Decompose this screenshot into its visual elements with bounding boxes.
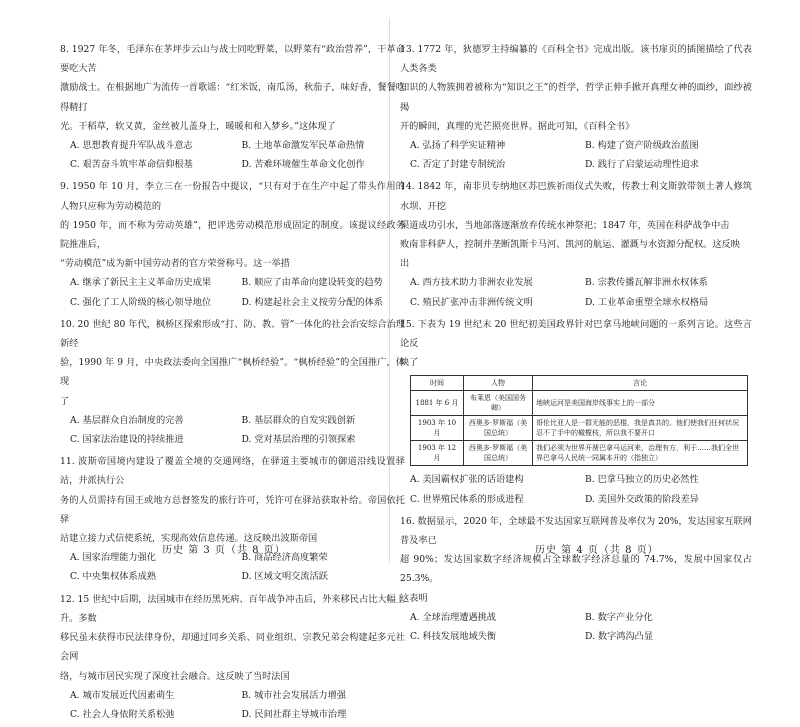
question-text: 14. 1842 年，南非贝专纳地区苏巴族祈雨仪式失败，传教士利文斯敦带领土著人修筑水坝、开挖 <box>400 181 752 212</box>
table-cell-person: 西奥多·罗斯福（美国总统） <box>464 416 533 441</box>
option-b: B. 宗教传播瓦解非洲水权体系 <box>585 277 708 289</box>
table-cell-time: 1903 年 12 月 <box>411 441 464 466</box>
option-b: B. 基层群众的自发实践创新 <box>241 414 356 426</box>
option-a: A. 全球治理遭遇挑战 <box>410 611 496 623</box>
question-13 <box>400 40 752 174</box>
table-header: 言论 <box>533 376 748 391</box>
option-c: C. 科技发展地域失衡 <box>410 631 497 643</box>
question-16 <box>400 512 752 646</box>
left-page <box>60 40 405 727</box>
option-a: A. 国家治理能力强化 <box>70 552 156 564</box>
option-a: A. 弘扬了科学实证精神 <box>410 140 506 152</box>
table-header-row <box>411 376 748 391</box>
question-text: 13. 1772 年，狄德罗主持编纂的《百科全书》完成出版。该书扉页的插图描绘了代表人类各类 <box>400 44 752 75</box>
question-text: 激励战士。在根据地广为流传一首歌谣：“红米饭，南瓜汤，秋茄子，味好香，餐餐吃得精打 <box>60 82 405 113</box>
question-11 <box>60 452 405 586</box>
option-b: B. 商品经济高度繁荣 <box>241 552 328 564</box>
question-text: 败南非科萨人，控制并垄断凯斯卡马河、凯河的航运、灌溉与水资源分配权。这反映 <box>400 239 740 251</box>
option-c: C. 强化了工人阶级的核心领导地位 <box>70 296 212 308</box>
option-d: D. 区域文明交流活跃 <box>241 571 328 583</box>
option-b: B. 巴拿马独立的历史必然性 <box>585 474 699 486</box>
question-text: 超 90%；发达国家数字经济规模占全球数字经济总量的 74.7%，发展中国家仅占 25.3%。 <box>400 554 752 585</box>
option-a: A. 思想教育提升军队战斗意志 <box>70 140 193 152</box>
options <box>70 686 405 724</box>
options <box>410 470 752 508</box>
options <box>410 273 752 311</box>
question-14 <box>400 177 752 311</box>
table-row <box>411 416 748 441</box>
question-text: 光。干稻草，软又黄，金丝被儿盖身上，暖暖和和入梦乡。”这体现了 <box>60 120 336 132</box>
option-b: B. 顺应了由革命向建设转变的趋势 <box>241 277 383 289</box>
option-a: A. 基层群众自治制度的完善 <box>70 414 184 426</box>
question-text: 15. 下表为 19 世纪末 20 世纪初美国政界针对巴拿马地峡问题的一系列言论。这些言论反 <box>400 318 752 350</box>
options <box>70 136 405 174</box>
table-cell-speech: 哥伦比亚人是一群无能的恶棍，我是真共的。他们使我们任何状况忍不了手中的橄榄枝，所以我不要开口 <box>533 416 748 441</box>
option-c: C. 殖民扩张冲击非洲传统文明 <box>410 296 533 308</box>
right-page <box>400 40 752 649</box>
question-text: 这表明 <box>400 592 428 604</box>
speech-table <box>410 375 748 466</box>
question-text: 8. 1927 年冬，毛泽东在茅坪步云山与战士同吃野菜，以野菜有“政治营养”，干革命要吃大苦 <box>60 44 405 75</box>
option-b: B. 数字产业分化 <box>585 611 653 623</box>
option-d: D. 践行了启蒙运动理性追求 <box>585 159 699 171</box>
option-c: C. 否定了封建专制统治 <box>410 159 506 171</box>
question-text: 12. 15 世纪中后期，法国城市在经历黑死病、百年战争冲击后，外来移民占比大幅上升。多数 <box>60 593 405 624</box>
question-15 <box>400 315 752 509</box>
option-c: C. 社会人身依附关系松弛 <box>70 708 175 720</box>
question-text: 的 1950 年，而不称为劳动英雄”，把评选劳动模范形成固定的制度。该提议经政务院推准后， <box>60 219 405 251</box>
table-cell-speech: 地峡运河是美国海岸线事实上的一部分 <box>533 391 748 416</box>
question-text: 映了 <box>400 357 419 369</box>
option-d: D. 党对基层治理的引领探索 <box>241 434 356 446</box>
page-footer-right: 历史 第 4 页（共 8 页） <box>535 545 659 556</box>
option-d: D. 民间社群主导城市治理 <box>241 708 347 720</box>
table-cell-person: 西奥多·罗斯福（美国总统） <box>464 441 533 466</box>
question-8 <box>60 40 405 174</box>
table-cell-time: 1903 年 10 月 <box>411 416 464 441</box>
question-10 <box>60 315 405 449</box>
option-b: B. 土地革命激发军民革命热情 <box>241 140 365 152</box>
question-text: 11. 波斯帝国境内建设了覆盖全境的交通网络，在驿道主要城市的御道沿线设置驿站，并派执行公 <box>60 456 405 487</box>
option-a: A. 城市发展近代因素萌生 <box>70 689 175 701</box>
question-text: 知识的人物簇拥着被称为“知识之王”的哲学，哲学正伸手掀开真理女神的面纱，面纱被揭 <box>400 82 752 113</box>
question-text: 了 <box>60 395 70 407</box>
option-d: D. 工业革命重塑全球水权格局 <box>585 296 709 308</box>
question-text: 渠道成功引水，当地部落逐渐放弃传统水神祭祀；1847 年，英国在科萨战争中击 <box>400 219 730 231</box>
option-b: B. 城市社会发展活力增强 <box>241 689 346 701</box>
table-cell-speech: 我们必须为世界开凿巴拿马运河来，治理有方，利于……我们全世界巴拿马人民统一同属本开的（指独立） <box>533 441 748 466</box>
option-d: D. 苦难环境催生革命文化创作 <box>241 159 365 171</box>
option-b: B. 构建了资产阶级政治蓝图 <box>585 140 699 152</box>
question-text: 9. 1950 年 10 月，李立三在一份报告中提议，“只有对于在生产中起了带头作用的人物只应称为劳动模范的 <box>60 181 405 212</box>
table-header: 人物 <box>464 376 533 391</box>
option-d: D. 构建起社会主义按劳分配的体系 <box>241 296 384 308</box>
options <box>70 411 405 449</box>
options <box>410 608 752 646</box>
question-text: 验，1990 年 9 月，中央政法委向全国推广“枫桥经验”。“枫桥经验”的全国推广，体现 <box>60 357 405 388</box>
question-text: 移民虽未获得市民法律身份，却通过同乡关系、同业组织、宗教兄弟会构建起多元社会网 <box>60 632 405 663</box>
question-text: 出 <box>400 258 410 270</box>
table-row <box>411 441 748 466</box>
question-text: 络，与城市居民实现了深度社会融合。这反映了当时法国 <box>60 670 290 682</box>
options <box>70 273 405 311</box>
option-d: D. 数字鸿沟凸显 <box>585 631 654 643</box>
option-c: C. 世界殖民体系的形成进程 <box>410 493 524 505</box>
question-text: 务的人员需持有国王或地方总督签发的旅行许可，凭许可在驿站获取补给。帝国依托驿 <box>60 494 405 525</box>
option-c: C. 中央集权体系成熟 <box>70 571 157 583</box>
page-footer-left: 历史 第 3 页（共 8 页） <box>162 545 286 556</box>
option-a: A. 继承了新民主主义革命历史成果 <box>70 277 212 289</box>
options <box>410 136 752 174</box>
option-d: D. 美国外交政策的阶段差异 <box>585 493 699 505</box>
question-text: 10. 20 世纪 80 年代，枫桥区探索形成“打、防、教、管”一体化的社会治安综合治理新经 <box>60 318 405 350</box>
table-cell-person: 布莱恩（美国国务卿） <box>464 391 533 416</box>
table-row <box>411 391 748 416</box>
question-9 <box>60 177 405 311</box>
table-cell-time: 1881 年 6 月 <box>411 391 464 416</box>
option-c: C. 国家法治建设的持续推进 <box>70 434 184 446</box>
question-text: 开的瞬间，真理的光芒照亮世界。据此可知，《百科全书》 <box>400 120 635 132</box>
option-a: A. 美国霸权扩张的话语建构 <box>410 474 524 486</box>
option-a: A. 西方技术助力非洲农业发展 <box>410 277 533 289</box>
option-c: C. 艰苦奋斗筑牢革命信仰根基 <box>70 159 193 171</box>
question-text: “劳动模范”成为新中国劳动者的官方荣誉称号。这一举措 <box>60 258 290 270</box>
question-12 <box>60 590 405 724</box>
table-header: 时间 <box>411 376 464 391</box>
question-text: 站建立接力式信使系统，实现高效信息传递。这反映出波斯帝国 <box>60 533 318 545</box>
question-text: 16. 数据显示，2020 年，全球最不发达国家互联网普及率仅为 20%，发达国家互联网普及率已 <box>400 515 752 547</box>
